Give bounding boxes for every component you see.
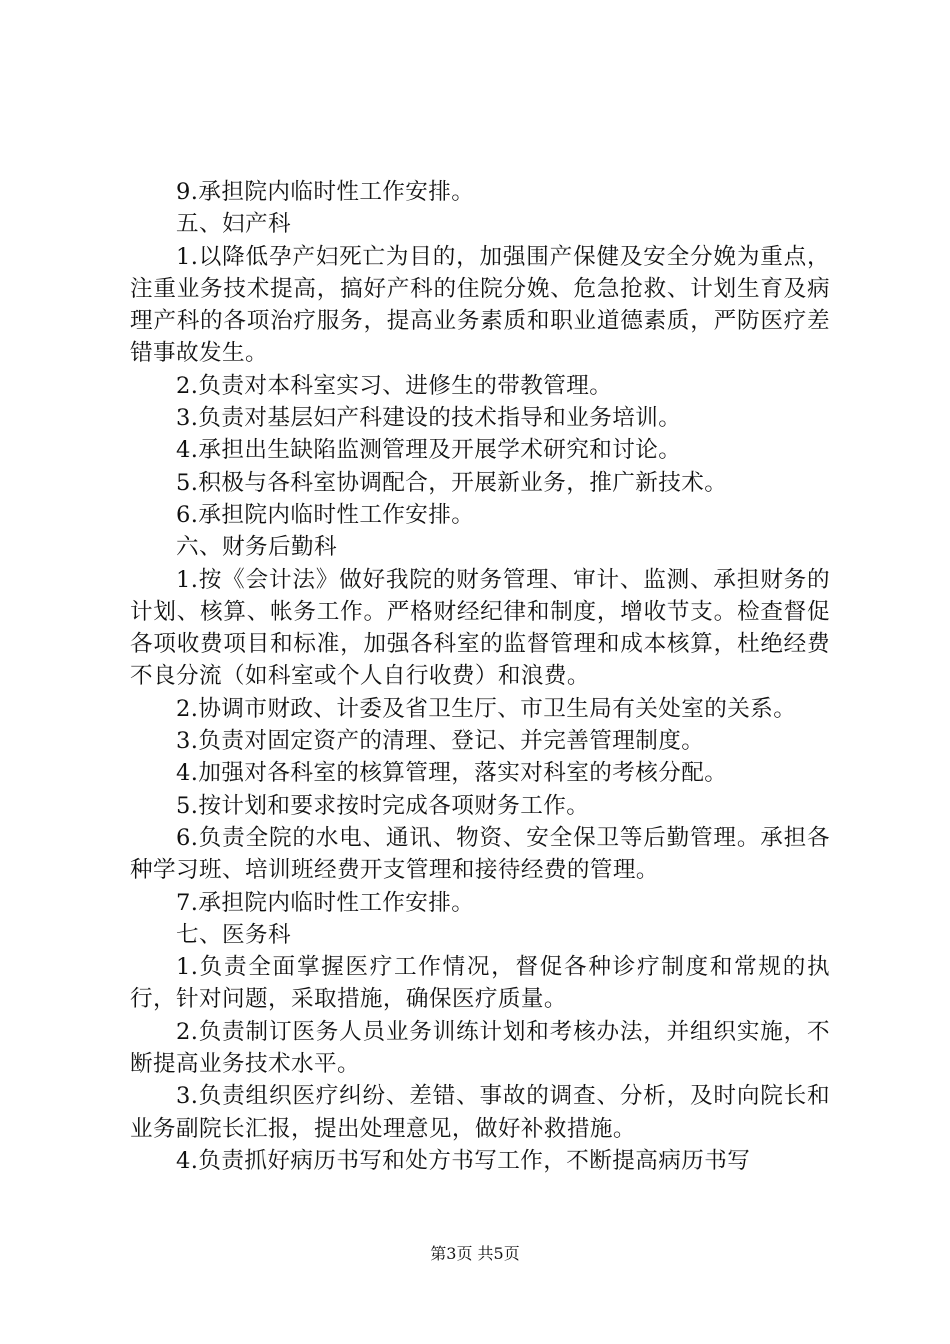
paragraph-item: 3.负责对基层妇产科建设的技术指导和业务培训。	[176, 405, 682, 432]
paragraph-item: 1.负责全面掌握医疗工作情况，督促各种诊疗制度和常规的执行，针对问题，采取措施，确保医疗质量。	[130, 954, 830, 1013]
paragraph-item: 4.加强对各科室的核算管理，落实对科室的考核分配。	[176, 760, 728, 787]
paragraph-item: 1.按《会计法》做好我院的财务管理、审计、监测、承担财务的计划、核算、帐务工作。严格财经纪律和制度，增收节支。检查督促各项收费项目和标准，加强各科室的监督管理和成本核算，杜绝经费不良分流（如科室或个人自行收费）和浪费。	[130, 566, 830, 690]
paragraph-item: 2.负责对本科室实习、进修生的带教管理。	[176, 372, 613, 399]
document-body	[130, 176, 830, 1177]
paragraph-item: 2.负责制订医务人员业务训练计划和考核办法，并组织实施，不断提高业务技术水平。	[130, 1018, 830, 1078]
paragraph-item: 6.承担院内临时性工作安排。	[176, 501, 475, 528]
paragraph-item: 5.积极与各科室协调配合，开展新业务，推广新技术。	[176, 469, 728, 496]
paragraph-item: 5.按计划和要求按时完成各项财务工作。	[176, 792, 590, 819]
section-heading: 六、财务后勤科	[176, 534, 337, 561]
paragraph-item: 6.负责全院的水电、通讯、物资、安全保卫等后勤管理。承担各种学习班、培训班经费开支管理和接待经费的管理。	[130, 824, 830, 884]
section-heading: 五、妇产科	[176, 211, 291, 238]
paragraph-item: 3.负责组织医疗纠纷、差错、事故的调查、分析，及时向院长和业务副院长汇报，提出处理意见，做好补救措施。	[130, 1083, 830, 1142]
section-heading: 七、医务科	[176, 921, 291, 948]
paragraph-item: 7.承担院内临时性工作安排。	[176, 889, 475, 916]
paragraph-item: 3.负责对固定资产的清理、登记、并完善管理制度。	[176, 728, 705, 755]
paragraph-item: 1.以降低孕产妇死亡为目的，加强围产保健及安全分娩为重点，注重业务技术提高，搞好产科的住院分娩、危急抢救、计划生育及病理产科的各项治疗服务，提高业务素质和职业道德素质，严防医疗差错事故发生。	[130, 243, 830, 367]
paragraph-item: 4.承担出生缺陷监测管理及开展学术研究和讨论。	[176, 437, 682, 464]
paragraph-item: 2.协调市财政、计委及省卫生厅、市卫生局有关处室的关系。	[176, 695, 797, 722]
page-number-footer: 第3页 共5页	[430, 1244, 520, 1263]
paragraph-item: 4.负责抓好病历书写和处方书写工作，不断提高病历书写	[176, 1147, 751, 1174]
paragraph-item: 9.承担院内临时性工作安排。	[176, 179, 475, 205]
